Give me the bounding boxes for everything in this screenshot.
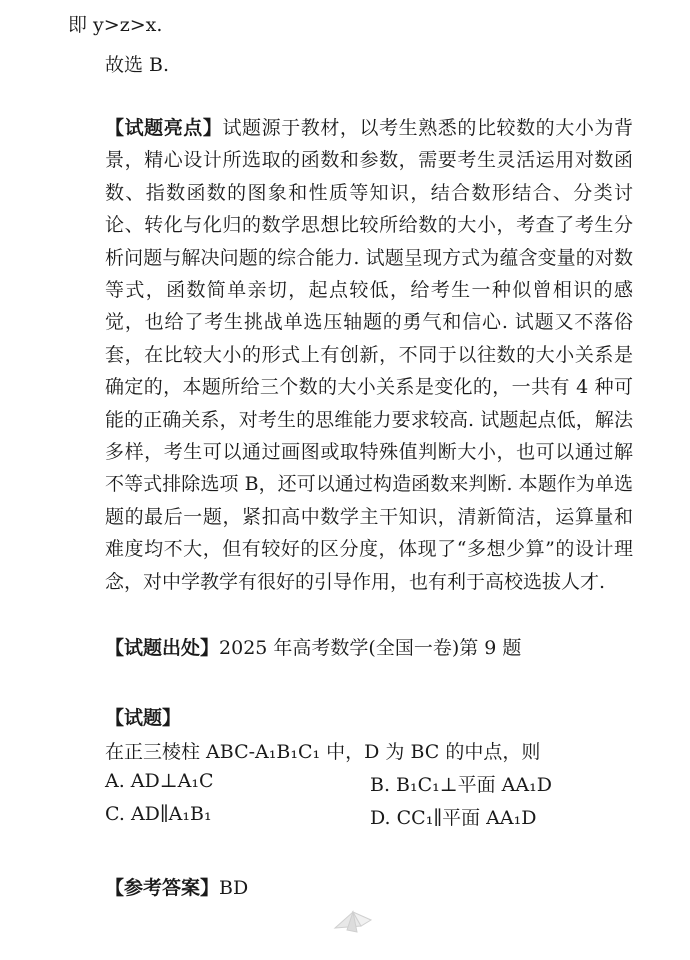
highlight-text: 试题源于教材，以考生熟悉的比较数的大小为背景，精心设计所选取的函数和参数，需要考生灵活运用对数函数、指数函数的图象和性质等知识，结合数形结合、分类讨论、转化与化归的数学思想比较所给数的大小，考查了考生分析问题与解决问题的综合能力. 试题呈现方式为蕴含变量的对数等式，函数简单亲切，起点较低，给考生一种似曾相识的感觉，也给了考生挑战单选压轴题的勇气和信心. 试题又不落俗套，在比较大小的形式上有创新，不同于以往数的大小关系是确定的，本题所给三个数的大小关系是变化的，一共有 4 种可能的正确关系，对考生的思维能力要求较高. 试题起点低，解法多样，考生可以通过画图或取特殊值判断大小，也可以通过解不等式排除选项 B，还可以通过构造函数来判断. 本题作为单选题的最后一题，紧扣高中数学主干知识，清新简洁，运算量和难度均不大，但有较好的区分度，体现了“多想少算”的设计理念，对中学教学有很好的引导作用，也有利于高校选拔人才. — [105, 117, 633, 593]
question-heading: 【试题】 — [105, 707, 182, 729]
result-text: 即 y>z>x. — [68, 14, 163, 36]
question-stem-text: 在正三棱柱 ABC-A₁B₁C₁ 中，D 为 BC 的中点，则 — [105, 741, 541, 763]
option-d-text: D. CC₁∥平面 AA₁D — [370, 807, 537, 829]
answer-line — [105, 873, 248, 900]
source-line — [105, 633, 521, 660]
answer-text: BD — [219, 877, 249, 899]
highlight-heading: 【试题亮点】 — [105, 117, 223, 139]
question-heading-line — [105, 703, 181, 730]
choice-line — [105, 50, 169, 77]
option-a-text: A. AD⊥A₁C — [105, 770, 214, 792]
option-c — [105, 803, 212, 825]
option-b-text: B. B₁C₁⊥平面 AA₁D — [370, 774, 552, 796]
answer-heading: 【参考答案】 — [105, 877, 220, 899]
source-heading: 【试题出处】 — [105, 637, 220, 659]
source-text: 2025 年高考数学(全国一卷)第 9 题 — [219, 637, 522, 659]
question-stem — [105, 737, 540, 764]
option-a — [105, 770, 214, 792]
option-d — [370, 803, 536, 830]
highlight-paragraph — [105, 112, 633, 598]
choice-text: 故选 B. — [105, 54, 170, 76]
paper-plane-logo-icon — [331, 906, 375, 936]
result-line — [68, 10, 162, 37]
option-b — [370, 770, 552, 797]
option-c-text: C. AD∥A₁B₁ — [105, 803, 212, 825]
